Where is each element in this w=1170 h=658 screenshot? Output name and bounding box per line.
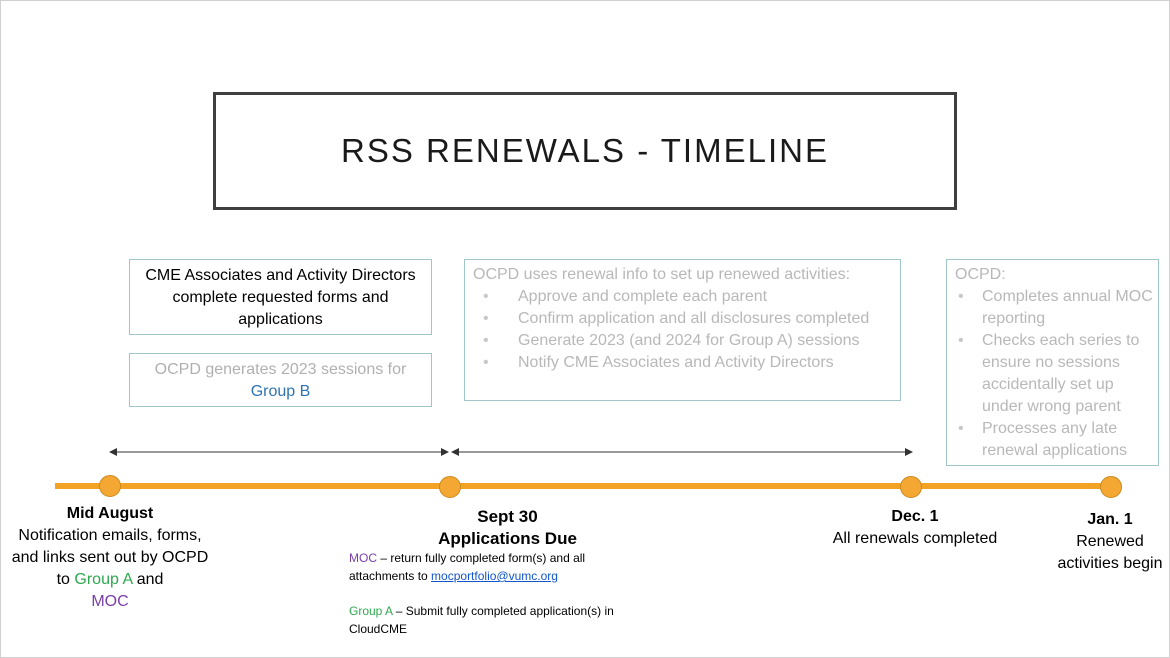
and-text: and: [136, 571, 164, 588]
group-a-label: Group A: [349, 604, 393, 618]
list-item: • Completes annual MOC reporting: [955, 286, 1158, 330]
milestone-desc: Notification emails, forms, and links sent out by OCPD to: [11, 527, 209, 588]
milestone-dot-mid-august: [99, 475, 121, 497]
group-a-instruction-text: – Submit fully completed application(s) in CloudCME: [349, 604, 614, 636]
group-a-label: Group A: [74, 571, 133, 588]
milestone-title: Mid August: [66, 505, 154, 522]
list-item: • Notify CME Associates and Activity Directors: [473, 352, 900, 374]
moc-instructions: [349, 549, 649, 585]
milestone-desc: All renewals completed: [832, 530, 998, 547]
list-item: • Processes any late renewal applications: [955, 418, 1158, 462]
milestone-title: Dec. 1: [891, 508, 939, 525]
milestone-dec-1: [815, 506, 1015, 550]
milestone-sept-30: [405, 506, 610, 550]
milestone-jan-1: [1055, 509, 1165, 575]
milestone-date: Sept 30: [477, 507, 538, 526]
milestone-desc: Renewed activities begin: [1057, 533, 1163, 572]
list-item: • Checks each series to ensure no sessions accidentally set up under wrong parent: [955, 330, 1158, 418]
list-item: • Approve and complete each parent: [473, 286, 900, 308]
list-item: • Generate 2023 (and 2024 for Group A) sessions: [473, 330, 900, 352]
page-title: RSS RENEWALS - TIMELINE: [341, 132, 829, 169]
milestone-dot-sept-30: [439, 476, 461, 498]
moc-email-link[interactable]: mocportfolio@vumc.org: [431, 569, 558, 583]
cme-directors-text: CME Associates and Activity Directors complete requested forms and applications: [145, 267, 416, 328]
group-b-label: Group B: [250, 383, 311, 400]
milestone-dot-jan-1: [1100, 476, 1122, 498]
milestone-mid-august: [10, 503, 210, 613]
ocpd-setup-heading: OCPD uses renewal info to set up renewed activities:: [473, 266, 851, 283]
list-item: • Confirm application and all disclosures completed: [473, 308, 900, 330]
group-a-instructions: [349, 602, 659, 638]
milestone-title: Applications Due: [438, 529, 577, 548]
milestone-dot-dec-1: [900, 476, 922, 498]
timeline-line: [55, 483, 1112, 489]
milestone-title: Jan. 1: [1087, 511, 1133, 528]
ocpd-reporting-heading: OCPD:: [955, 266, 1006, 283]
moc-instruction-text: – return fully completed form(s) and all attachments to: [349, 551, 586, 583]
moc-label: MOC: [349, 551, 377, 565]
group-b-sessions-text: OCPD generates 2023 sessions for: [154, 361, 407, 378]
moc-label: MOC: [91, 593, 129, 610]
